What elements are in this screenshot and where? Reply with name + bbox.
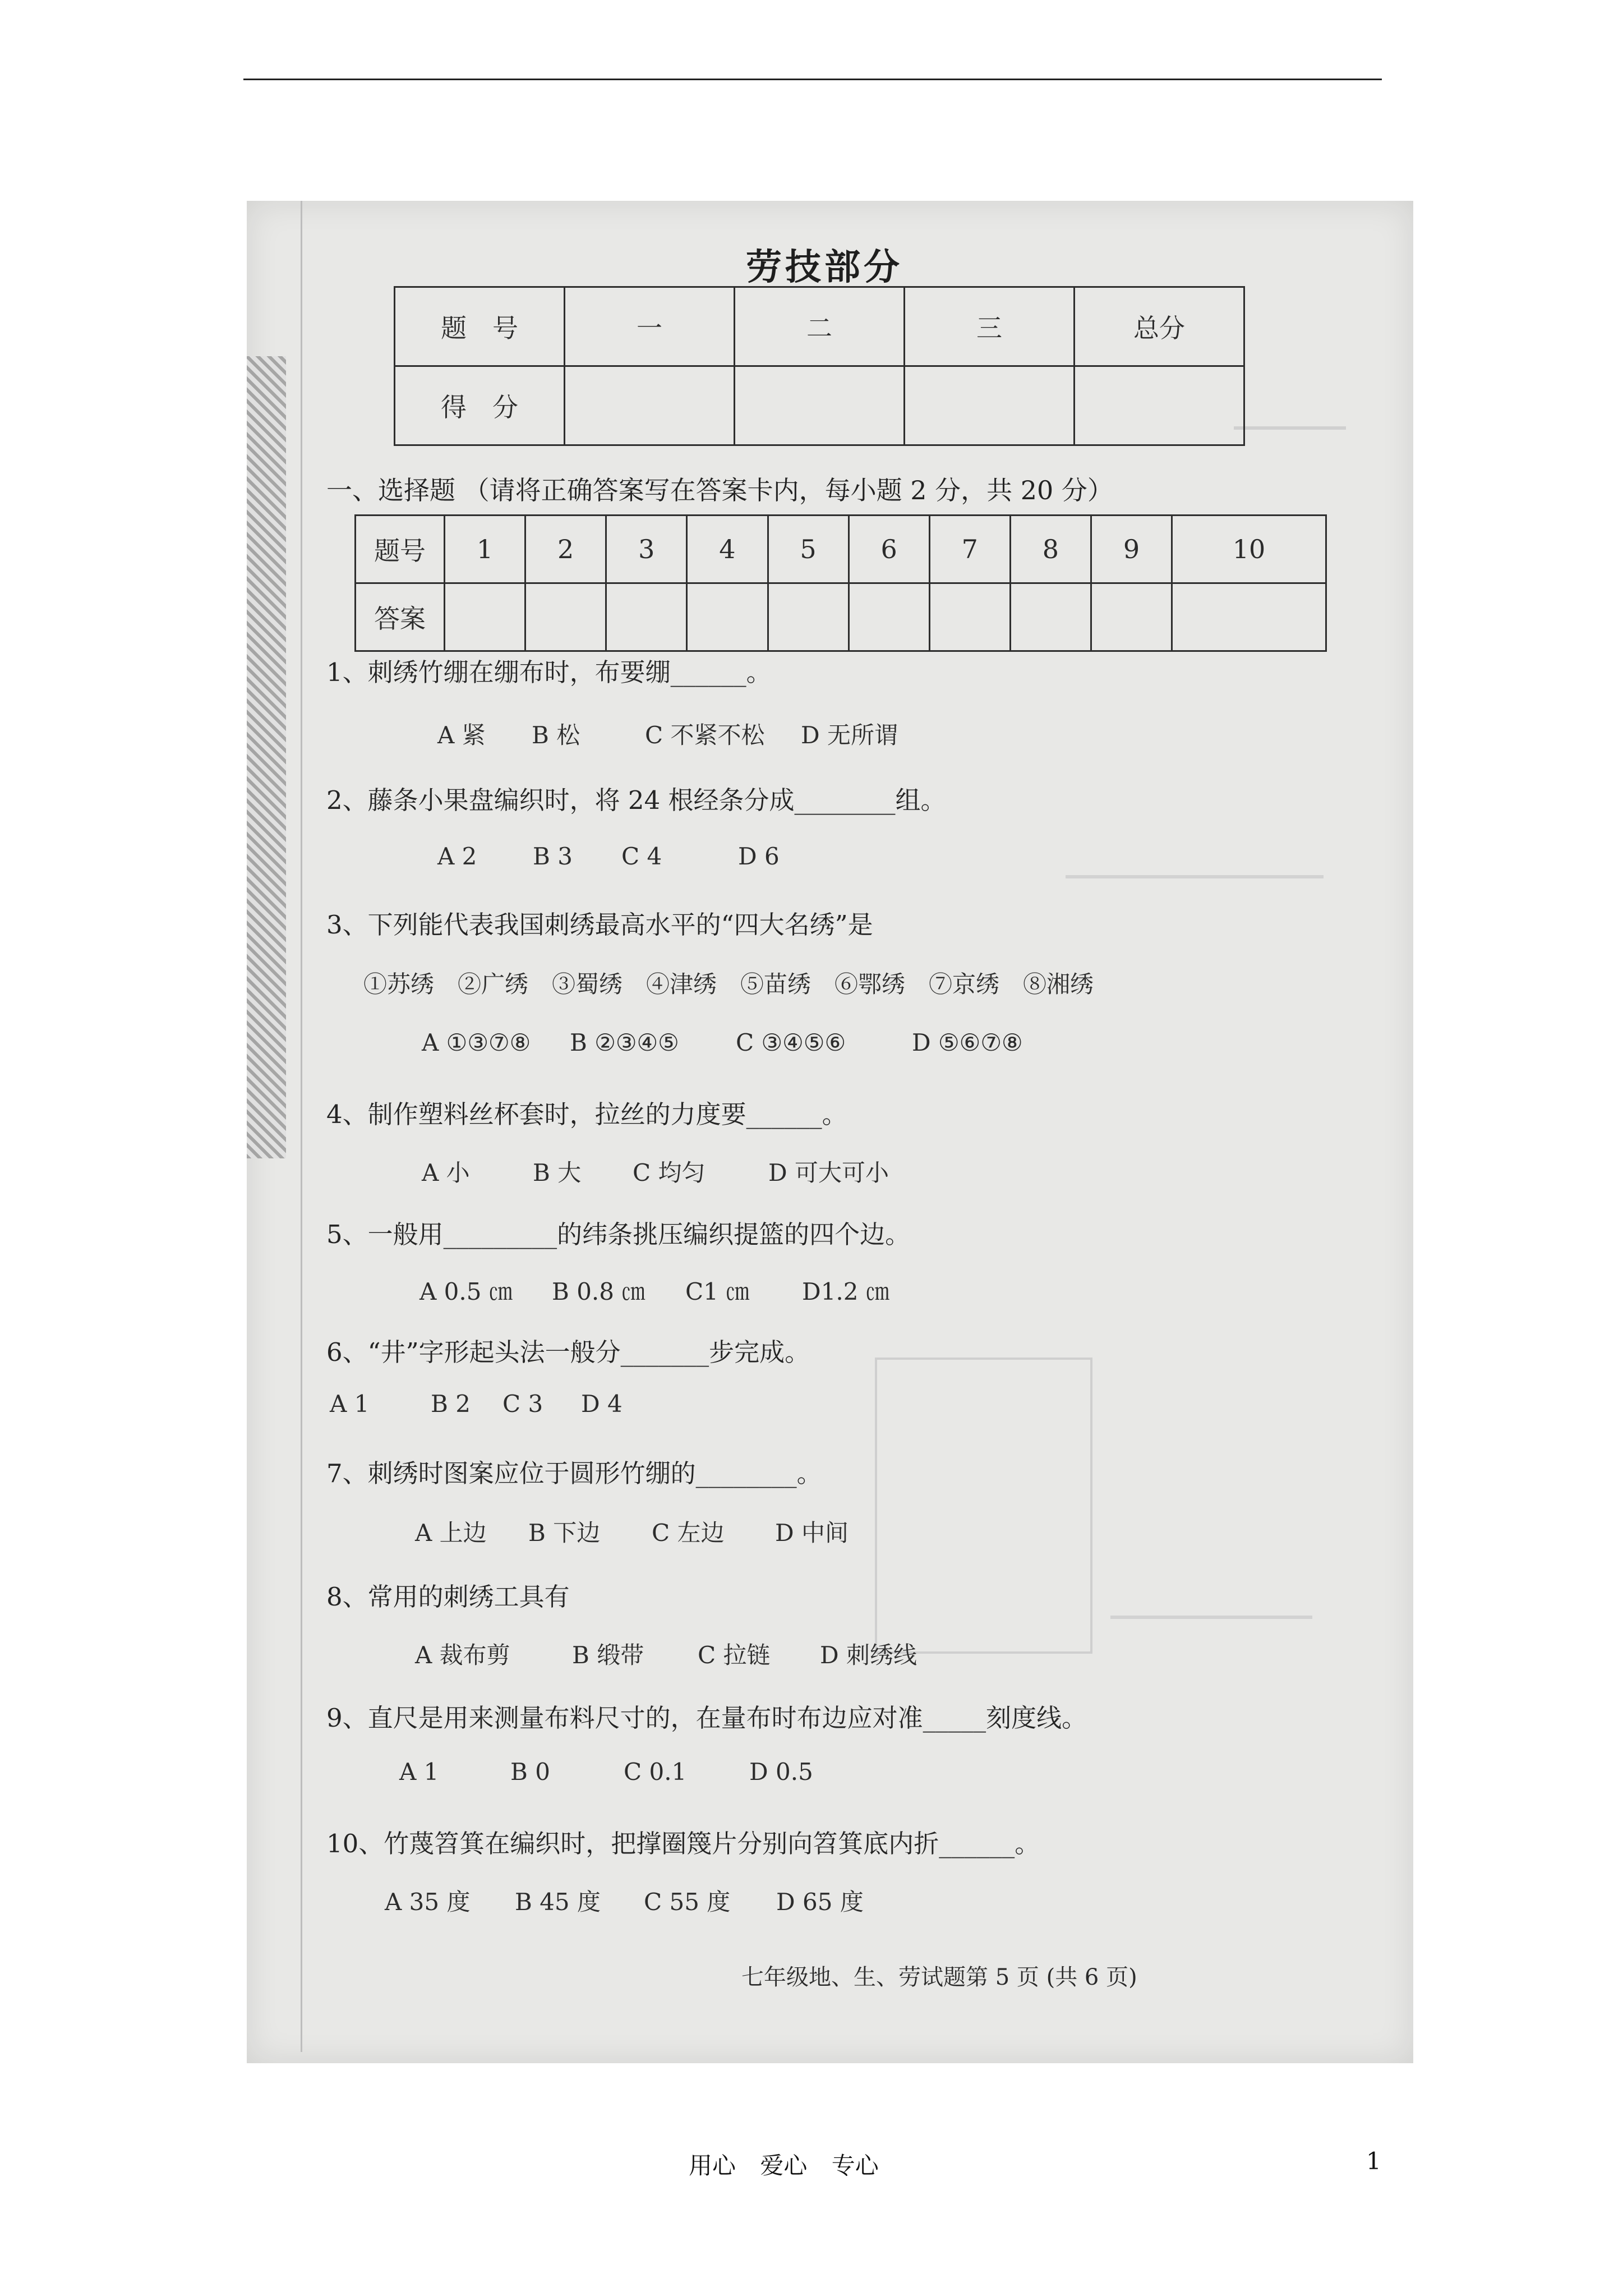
answer-cell[interactable]: [1010, 583, 1091, 651]
question-8-option-a: A 裁布剪: [415, 1641, 510, 1669]
question-1-option-a: A 紧: [437, 721, 486, 749]
score-table-score-row: [395, 366, 1244, 445]
question-7-option-d: D 中间: [775, 1519, 849, 1547]
question-2-stem: 2、藤条小果盘编织时，将 24 根经条分成________组。: [326, 785, 946, 815]
question-4-option-c: C 均匀: [633, 1159, 706, 1186]
score-table: [394, 286, 1245, 446]
question-9-option-c: C 0.1: [624, 1758, 687, 1786]
answer-cell[interactable]: [606, 583, 687, 651]
score-row-label: 得 分: [395, 366, 565, 445]
question-9-stem: 9、直尺是用来测量布料尺寸的，在量布时布边应对准_____刻度线。: [326, 1703, 1087, 1733]
answer-header-cell: 8: [1010, 516, 1091, 583]
answer-header-cell: 5: [768, 516, 849, 583]
answer-header-label: 题号: [356, 516, 445, 583]
score-header-1: 一: [565, 287, 735, 366]
answer-cell[interactable]: [768, 583, 849, 651]
question-2-option-d: D 6: [738, 843, 780, 870]
question-1-stem: 1、刺绣竹绷在绷布时，布要绷______。: [326, 657, 772, 687]
question-6-option-a: A 1: [330, 1390, 370, 1418]
question-6-option-b: B 2: [431, 1390, 471, 1418]
score-cell[interactable]: [905, 366, 1075, 445]
question-7-option-c: C 左边: [652, 1519, 725, 1547]
question-1-option-c: C 不紧不松: [645, 721, 765, 749]
question-7-option-b: B 下边: [528, 1519, 601, 1547]
answer-cell[interactable]: [1172, 583, 1326, 651]
question-3-choice-list: ①苏绣 ②广绣 ③蜀绣 ④津绣 ⑤苗绣 ⑥鄂绣 ⑦京绣 ⑧湘绣: [363, 970, 1094, 998]
question-5-option-c: C1 ㎝: [685, 1278, 750, 1305]
binding-strip: [247, 356, 286, 1158]
section-title: 一、选择题 （请将正确答案写在答案卡内，每小题 2 分，共 20 分）: [326, 475, 1113, 505]
question-10-option-c: C 55 度: [644, 1888, 731, 1916]
question-7-stem: 7、刺绣时图案应位于圆形竹绷的________。: [326, 1458, 822, 1488]
answer-cell[interactable]: [687, 583, 768, 651]
score-header-2: 二: [735, 287, 905, 366]
score-cell[interactable]: [565, 366, 735, 445]
answer-table-header-row: [356, 516, 1326, 583]
page-number: 1: [1366, 2147, 1381, 2175]
question-5-option-a: A 0.5 ㎝: [419, 1278, 513, 1305]
question-3-stem: 3、下列能代表我国刺绣最高水平的“四大名绣”是: [326, 910, 873, 940]
question-10-stem: 10、竹蔑笤箕在编织时，把撑圈篾片分别向笤箕底内折______。: [326, 1829, 1040, 1858]
question-8-option-b: B 缎带: [572, 1641, 644, 1669]
question-4-option-d: D 可大可小: [768, 1159, 889, 1186]
question-6-option-c: C 3: [502, 1390, 543, 1418]
answer-header-cell: 3: [606, 516, 687, 583]
question-2-option-a: A 2: [437, 843, 477, 870]
question-4-stem: 4、制作塑料丝杯套时，拉丝的力度要______。: [326, 1099, 847, 1129]
question-5-option-d: D1.2 ㎝: [802, 1278, 889, 1305]
question-5-option-b: B 0.8 ㎝: [552, 1278, 645, 1305]
question-3-option-d: D ⑤⑥⑦⑧: [912, 1029, 1023, 1056]
answer-cell[interactable]: [445, 583, 525, 651]
answer-cell[interactable]: [849, 583, 929, 651]
answer-header-cell: 9: [1091, 516, 1172, 583]
header-rule: [243, 79, 1382, 80]
answer-cell[interactable]: [929, 583, 1010, 651]
answer-header-cell: 1: [445, 516, 525, 583]
question-8-option-d: D 刺绣线: [820, 1641, 917, 1669]
exam-page-footer: 七年级地、生、劳试题第 5 页 (共 6 页): [741, 1964, 1137, 1990]
question-10-option-b: B 45 度: [515, 1888, 601, 1916]
question-10-option-d: D 65 度: [776, 1888, 864, 1916]
question-10-option-a: A 35 度: [385, 1888, 471, 1916]
question-3-option-b: B ②③④⑤: [570, 1029, 679, 1056]
answer-header-cell: 2: [525, 516, 606, 583]
question-7-option-a: A 上边: [415, 1519, 487, 1547]
score-header-label: 题 号: [395, 287, 565, 366]
answer-header-cell: 7: [929, 516, 1010, 583]
question-4-option-b: B 大: [533, 1159, 582, 1186]
question-4-option-a: A 小: [422, 1159, 470, 1186]
question-6-option-d: D 4: [581, 1390, 623, 1418]
question-9-option-a: A 1: [399, 1758, 439, 1786]
question-9-option-d: D 0.5: [749, 1758, 813, 1786]
answer-cell[interactable]: [1091, 583, 1172, 651]
score-cell[interactable]: [735, 366, 905, 445]
answer-header-cell: 6: [849, 516, 929, 583]
question-2-option-c: C 4: [621, 843, 662, 870]
question-2-option-b: B 3: [533, 843, 573, 870]
score-cell[interactable]: [1075, 366, 1244, 445]
score-table-header-row: [395, 287, 1244, 366]
question-8-stem: 8、常用的刺绣工具有: [326, 1582, 570, 1612]
question-8-option-c: C 拉链: [698, 1641, 771, 1669]
question-9-option-b: B 0: [510, 1758, 550, 1786]
question-5-stem: 5、一般用_________的纬条挑压编织提篮的四个边。: [326, 1220, 911, 1249]
question-3-option-c: C ③④⑤⑥: [736, 1029, 846, 1056]
question-1-option-d: D 无所谓: [801, 721, 898, 749]
answer-row-label: 答案: [356, 583, 445, 651]
paper-title: 劳技部分: [746, 246, 903, 288]
document-footer: 用心 爱心 专心: [689, 2152, 879, 2179]
answer-cell[interactable]: [525, 583, 606, 651]
question-1-option-b: B 松: [532, 721, 580, 749]
question-6-stem: 6、“井”字形起头法一般分_______步完成。: [326, 1337, 810, 1367]
question-3-option-a: A ①③⑦⑧: [422, 1029, 531, 1056]
score-header-3: 三: [905, 287, 1075, 366]
answer-table: [354, 514, 1327, 652]
fold-line: [301, 201, 302, 2052]
answer-header-cell: 10: [1172, 516, 1326, 583]
answer-header-cell: 4: [687, 516, 768, 583]
answer-table-answer-row: [356, 583, 1326, 651]
score-header-total: 总分: [1075, 287, 1244, 366]
